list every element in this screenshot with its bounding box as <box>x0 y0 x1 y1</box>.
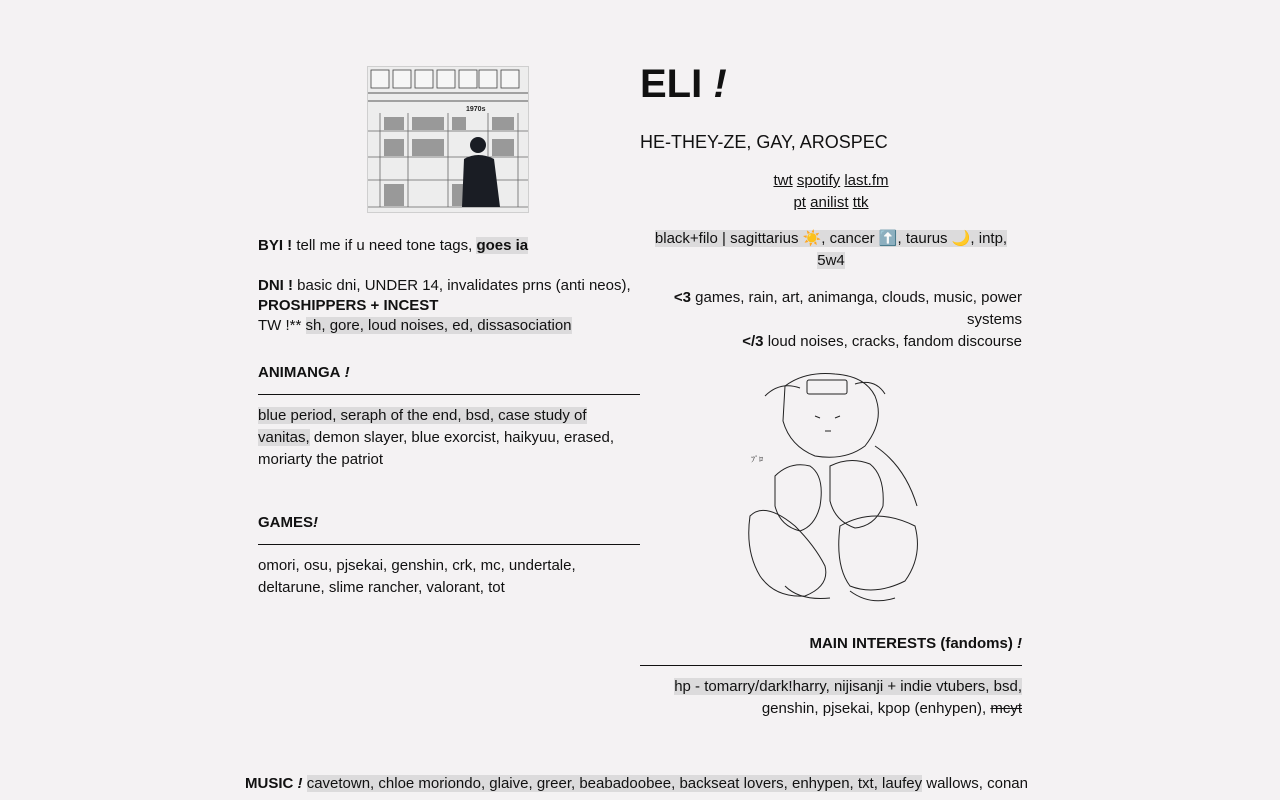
dislike-text: loud noises, cracks, fandom discourse <box>763 333 1022 350</box>
games-divider <box>258 544 640 545</box>
games-heading: GAMES! <box>258 514 319 531</box>
title-mark: ! <box>713 62 727 106</box>
main-interests-heading: MAIN INTERESTS (fandoms) ! <box>809 635 1022 652</box>
link-anilist[interactable]: anilist <box>810 194 849 211</box>
tw-label: TW !** <box>258 317 302 334</box>
main-interests-struck: mcyt <box>990 700 1022 717</box>
dni-bold: PROSHIPPERS + INCEST <box>258 297 439 314</box>
dni-section <box>258 276 640 336</box>
identity-line: HE-THEY-ZE, GAY, AROSPEC <box>640 132 888 152</box>
main-interests-mark: ! <box>1017 635 1022 652</box>
dni-label: DNI ! <box>258 277 293 294</box>
link-ttk[interactable]: ttk <box>852 194 869 211</box>
link-spotify[interactable]: spotify <box>796 172 841 189</box>
sun-icon: ☀️ <box>802 230 822 247</box>
byi-label: BYI ! <box>258 237 293 254</box>
animanga-rest: demon slayer, blue exorcist, haikyuu, erased, moriarty the patriot <box>258 429 615 468</box>
record-store-illustration <box>367 66 529 213</box>
dni-text: basic dni, UNDER 14, invalidates prns (anti neos), <box>293 277 631 294</box>
music-rest: wallows, conan <box>922 775 1028 792</box>
main-interests-list <box>640 676 1022 720</box>
main-interests-highlighted: hp - tomarry/dark!harry, nijisanji + indie vtubers, bsd, <box>674 678 1022 695</box>
games-list: omori, osu, pjsekai, genshin, crk, mc, undertale, deltarune, slime rancher, valorant, tot <box>258 557 576 596</box>
link-lastfm[interactable]: last.fm <box>844 172 889 189</box>
moon-icon: 🌙 <box>951 230 971 247</box>
tw-text: sh, gore, loud noises, ed, dissasociation <box>305 317 572 334</box>
enneagram: 5w4 <box>817 252 845 269</box>
like-text: games, rain, art, animanga, clouds, music, power systems <box>691 289 1022 328</box>
svg-text:ﾌﾟﾛ: ﾌﾟﾛ <box>751 455 763 464</box>
animanga-list <box>258 405 628 471</box>
main-interests-divider <box>640 665 1022 666</box>
games-mark: ! <box>313 514 319 531</box>
page-title: ELI ! <box>640 62 727 106</box>
like-label: <3 <box>673 289 692 306</box>
byi-goes-ia: goes ia <box>476 237 529 254</box>
music-highlighted: cavetown, chloe moriondo, glaive, greer, beabadoobee, backseat lovers, enhypen, txt, laufey <box>306 775 923 792</box>
animanga-highlighted: blue period, seraph of the end, bsd, case study of vanitas, <box>258 407 587 446</box>
signs-line: black+filo | sagittarius ☀️, cancer ⬆️, taurus 🌙, intp, 5w4 <box>654 230 1008 269</box>
music-mark: ! <box>297 775 303 792</box>
likes-dislikes <box>640 287 1022 353</box>
music-label: MUSIC <box>245 775 294 792</box>
animanga-divider <box>258 394 640 395</box>
animanga-heading: ANIMANGA ! <box>258 364 350 381</box>
link-pt[interactable]: pt <box>793 194 806 211</box>
main-interests-rest: genshin, pjsekai, kpop (enhypen), <box>761 700 991 717</box>
byi-text: tell me if u need tone tags, <box>292 237 477 254</box>
byi-section <box>258 236 640 256</box>
anime-sketch-illustration <box>745 366 923 608</box>
social-links <box>640 170 1022 214</box>
music-section <box>245 774 1028 794</box>
records-caption: 1970s <box>466 106 486 113</box>
rising-arrow-icon: ⬆️ <box>878 230 898 247</box>
dislike-label: </3 <box>742 333 764 350</box>
link-twt[interactable]: twt <box>773 172 793 189</box>
animanga-mark: ! <box>344 364 350 381</box>
